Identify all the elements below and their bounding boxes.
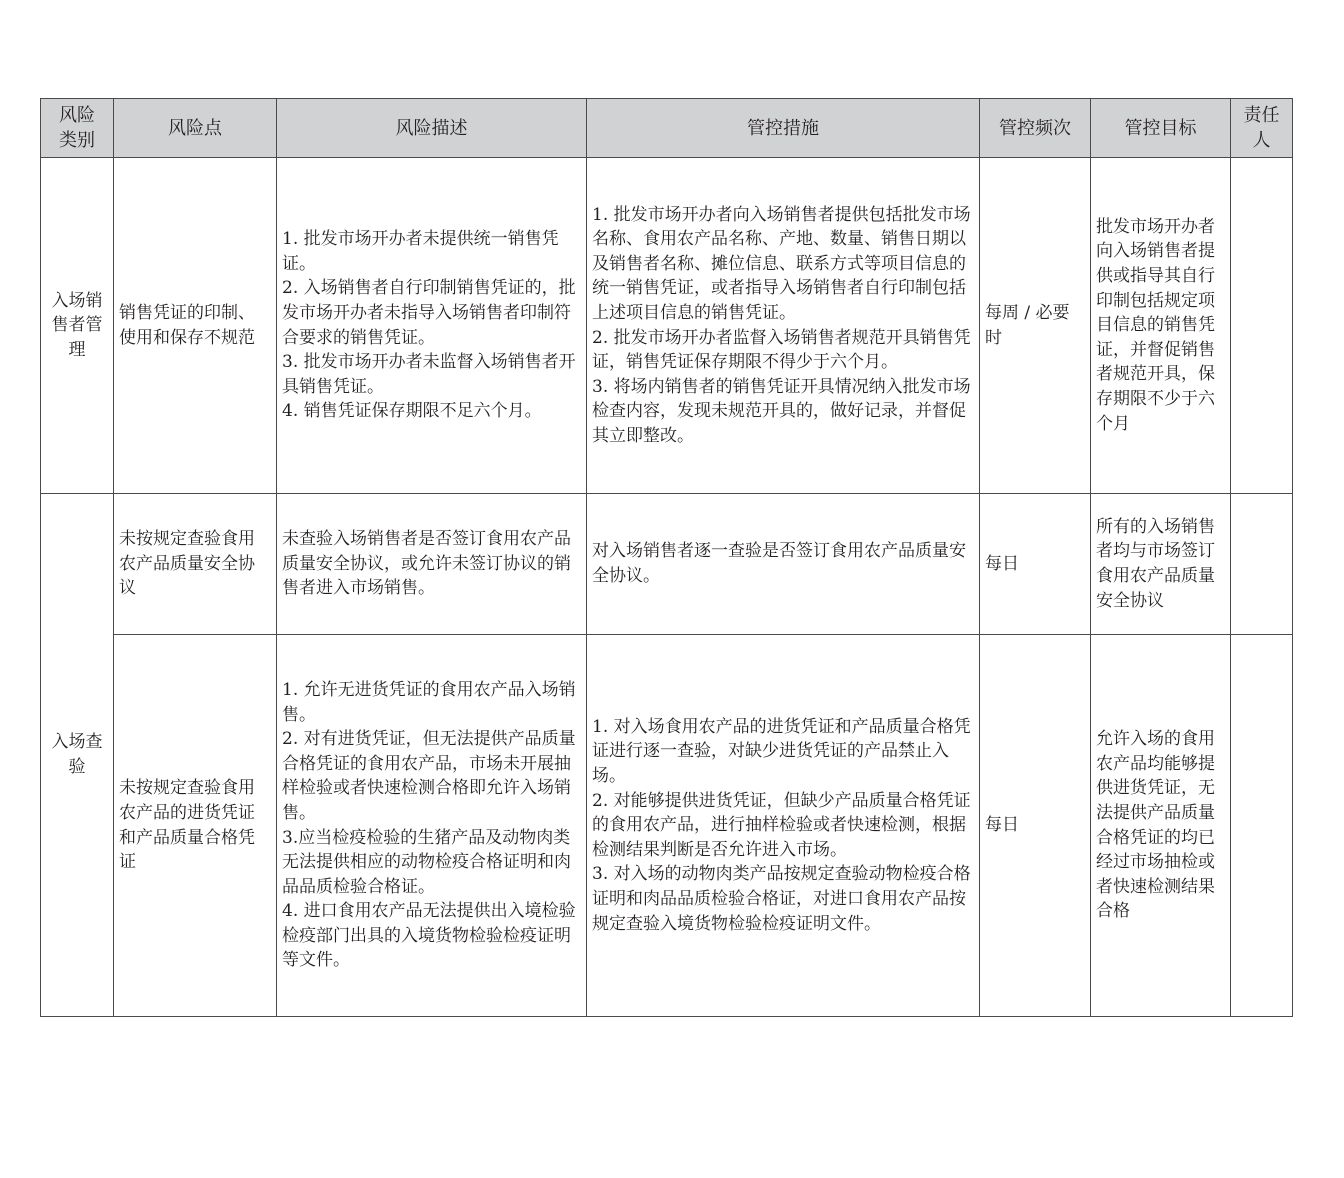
control-frequency-cell: 每日 [980, 635, 1091, 1017]
control-frequency-cell: 每周 / 必要时 [980, 158, 1091, 494]
header-frequency: 管控频次 [980, 99, 1091, 158]
control-goal-cell: 所有的入场销售者均与市场签订食用农产品质量安全协议 [1091, 494, 1231, 635]
header-category: 风险类别 [41, 99, 114, 158]
header-owner: 责任人 [1231, 99, 1293, 158]
description-item: 4. 销售凭证保存期限不足六个月。 [282, 401, 542, 422]
measure-item: 2. 批发市场开办者监督入场销售者规范开具销售凭证，销售凭证保存期限不得少于六个月。 [592, 327, 971, 373]
owner-cell [1231, 635, 1293, 1017]
header-point: 风险点 [114, 99, 277, 158]
description-item: 4. 进口食用农产品无法提供出入境检验检疫部门出具的入境货物检验检疫证明等文件。 [282, 901, 576, 971]
description-item: 3.应当检疫检验的生猪产品及动物肉类无法提供相应的动物检疫合格证明和肉品品质检验合格证。 [282, 827, 571, 897]
risk-point-cell: 销售凭证的印制、使用和保存不规范 [114, 158, 277, 494]
description-item: 3. 批发市场开办者未监督入场销售者开具销售凭证。 [282, 352, 576, 397]
measure-item: 1. 对入场食用农产品的进货凭证和产品质量合格凭证进行逐一查验，对缺少进货凭证的产品禁止入场。 [592, 716, 971, 787]
owner-cell [1231, 494, 1293, 635]
control-measures-cell [587, 158, 980, 494]
measure-item: 对入场销售者逐一查验是否签订食用农产品质量安全协议。 [592, 541, 966, 586]
risk-category-cell: 入场查验 [41, 494, 114, 1017]
description-item: 1. 批发市场开办者未提供统一销售凭证。 [282, 229, 559, 274]
risk-category-cell: 入场销售者管理 [41, 158, 114, 494]
table-row [41, 494, 1293, 635]
control-goal-cell: 允许入场的食用农产品均能够提供进货凭证，无法提供产品质量合格凭证的均已经过市场抽检或者快速检测结果合格 [1091, 635, 1231, 1017]
header-row [41, 99, 1293, 158]
table-row [41, 635, 1293, 1017]
control-measures-cell [587, 494, 980, 635]
risk-control-table [40, 98, 1293, 1017]
header-goal: 管控目标 [1091, 99, 1231, 158]
risk-description-cell [277, 494, 587, 635]
control-frequency-cell: 每日 [980, 494, 1091, 635]
measure-item: 3. 将场内销售者的销售凭证开具情况纳入批发市场检查内容，发现未规范开具的，做好记录，并督促其立即整改。 [592, 376, 971, 446]
description-item: 2. 入场销售者自行印制销售凭证的，批发市场开办者未指导入场销售者印制符合要求的销售凭证。 [282, 278, 576, 348]
header-measures: 管控措施 [587, 99, 980, 158]
control-measures-cell [587, 635, 980, 1017]
description-item: 2. 对有进货凭证，但无法提供产品质量合格凭证的食用农产品，市场未开展抽样检验或者快速检测合格即允许入场销售。 [282, 729, 576, 823]
measure-item: 1. 批发市场开办者向入场销售者提供包括批发市场名称、食用农产品名称、产地、数量、销售日期以及销售者名称、摊位信息、联系方式等项目信息的统一销售凭证，或者指导入场销售者自行印制包括上述项目信息的销售凭证。 [592, 204, 971, 323]
control-goal-cell: 批发市场开办者向入场销售者提供或指导其自行印制包括规定项目信息的销售凭证，并督促销售者规范开具，保存期限不少于六个月 [1091, 158, 1231, 494]
table-row [41, 158, 1293, 494]
description-item: 1. 允许无进货凭证的食用农产品入场销售。 [282, 679, 576, 725]
measure-item: 2. 对能够提供进货凭证，但缺少产品质量合格凭证的食用农产品，进行抽样检验或者快速检测，根据检测结果判断是否允许进入市场。 [592, 790, 971, 860]
measure-item: 3. 对入场的动物肉类产品按规定查验动物检疫合格证明和肉品品质检验合格证，对进口食用农产品按规定查验入境货物检验检疫证明文件。 [592, 864, 971, 934]
risk-point-cell: 未按规定查验食用农产品质量安全协议 [114, 494, 277, 635]
risk-point-cell: 未按规定查验食用农产品的进货凭证和产品质量合格凭证 [114, 635, 277, 1017]
risk-description-cell [277, 635, 587, 1017]
risk-description-cell [277, 158, 587, 494]
header-description: 风险描述 [277, 99, 587, 158]
owner-cell [1231, 158, 1293, 494]
description-item: 未查验入场销售者是否签订食用农产品质量安全协议，或允许未签订协议的销售者进入市场销售。 [282, 529, 571, 599]
